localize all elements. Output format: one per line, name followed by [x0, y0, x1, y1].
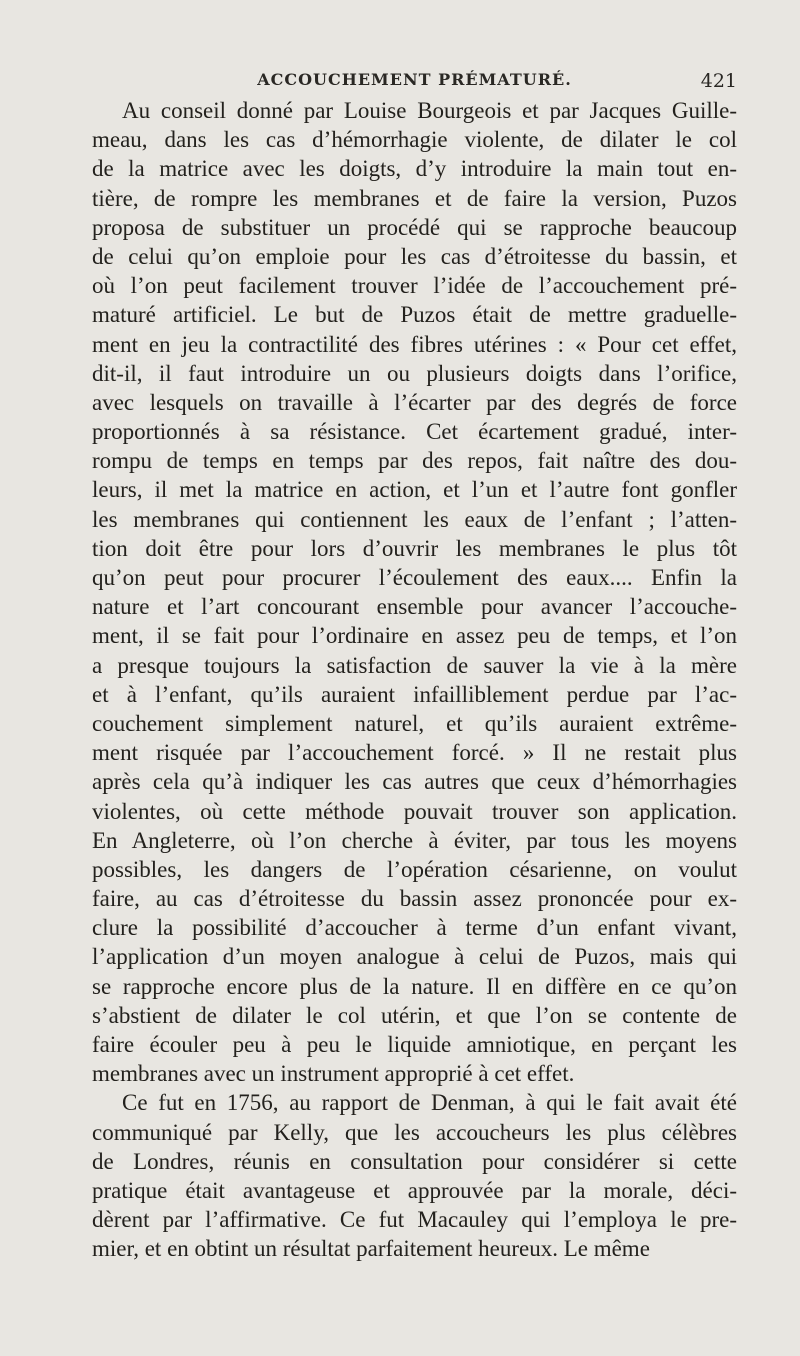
text-line: les membranes qui contiennent les eaux de l’enfant ; l’atten- — [92, 506, 737, 532]
text-line: meau, dans les cas d’hémorrhagie violente, de dilater le col — [92, 127, 737, 153]
text-line: Ce fut en 1756, au rapport de Denman, à qui le fait avait été — [122, 1090, 737, 1116]
text-line: faire écouler peu à peu le liquide amniotique, en perçant les — [92, 1032, 737, 1057]
body-text — [92, 96, 737, 1264]
text-line: après cela qu’à indiquer les cas autres que ceux d’hémorrhagies — [92, 769, 737, 795]
text-line: nature et l’art concourant ensemble pour avancer l’accouche- — [92, 594, 737, 620]
text-line: de celui qu’on emploie pour les cas d’étroitesse du bassin, et — [92, 243, 737, 269]
text-line: de Londres, réunis en consultation pour considérer si cette — [92, 1148, 737, 1174]
text-line: et à l’enfant, qu’ils auraient infailliblement perdue par l’ac- — [92, 681, 737, 707]
text-line: pratique était avantageuse et approuvée par la morale, déci- — [92, 1177, 737, 1203]
text-line: dèrent par l’affirmative. Ce fut Macauley qui l’employa le pre- — [92, 1207, 737, 1233]
text-line: membranes avec un instrument approprié à cet effet. — [92, 1061, 575, 1087]
text-line: En Angleterre, où l’on cherche à éviter, par tous les moyens — [92, 827, 737, 853]
text-line: proposa de substituer un procédé qui se rapproche beaucoup — [92, 214, 737, 240]
text-line: dit-il, il faut introduire un ou plusieurs doigts dans l’orifice, — [92, 360, 737, 386]
text-line: de la matrice avec les doigts, d’y introduire la main tout en- — [92, 156, 737, 182]
text-line: tière, de rompre les membranes et de faire la version, Puzos — [92, 185, 737, 211]
text-line: qu’on peut pour procurer l’écoulement des eaux.... Enfin la — [92, 565, 737, 590]
paragraph — [92, 96, 737, 1088]
text-line: maturé artificiel. Le but de Puzos était de mettre graduelle- — [92, 302, 737, 328]
text-line: où l’on peut facilement trouver l’idée de l’accouchement pré- — [92, 273, 737, 299]
text-line: ment en jeu la contractilité des fibres utérines : « Pour cet effet, — [92, 331, 737, 357]
text-line: faire, au cas d’étroitesse du bassin assez prononcée pour ex- — [92, 886, 737, 912]
text-line: Au conseil donné par Louise Bourgeois et par Jacques Guille- — [122, 98, 737, 123]
text-line: avec lesquels on travaille à l’écarter par des degrés de force — [92, 389, 737, 415]
text-line: ment, il se fait pour l’ordinaire en assez peu de temps, et l’on — [92, 623, 737, 649]
text-line: violentes, où cette méthode pouvait trouver son application. — [92, 798, 737, 824]
text-line: rompu de temps en temps par des repos, fait naître des dou- — [92, 448, 737, 474]
text-line: possibles, les dangers de l’opération césarienne, on voulut — [92, 856, 737, 882]
text-line: se rapproche encore plus de la nature. Il en diffère en ce qu’on — [92, 973, 737, 999]
text-line: tion doit être pour lors d’ouvrir les membranes le plus tôt — [92, 535, 737, 561]
text-line: l’application d’un moyen analogue à celui de Puzos, mais qui — [92, 944, 737, 970]
text-line: leurs, il met la matrice en action, et l’un et l’autre font gonfler — [92, 477, 737, 503]
text-line: proportionnés à sa résistance. Cet écartement gradué, inter- — [92, 419, 737, 445]
running-title: ACCOUCHEMENT PRÉMATURÉ. — [257, 70, 572, 89]
text-line: a presque toujours la satisfaction de sauver la vie à la mère — [92, 652, 737, 678]
text-line: couchement simplement naturel, et qu’ils auraient extrême- — [92, 710, 737, 736]
text-line: mier, et en obtint un résultat parfaitement heureux. Le même — [92, 1236, 650, 1262]
text-line: clure la possibilité d’accoucher à terme d’un enfant vivant, — [92, 915, 737, 941]
text-line: communiqué par Kelly, que les accoucheurs les plus célèbres — [92, 1119, 737, 1145]
paragraph — [92, 1088, 737, 1263]
text-line: ment risquée par l’accouchement forcé. » Il ne restait plus — [92, 740, 737, 766]
page-number: 421 — [700, 70, 737, 92]
text-line: s’abstient de dilater le col utérin, et que l’on se contente de — [92, 1002, 737, 1028]
